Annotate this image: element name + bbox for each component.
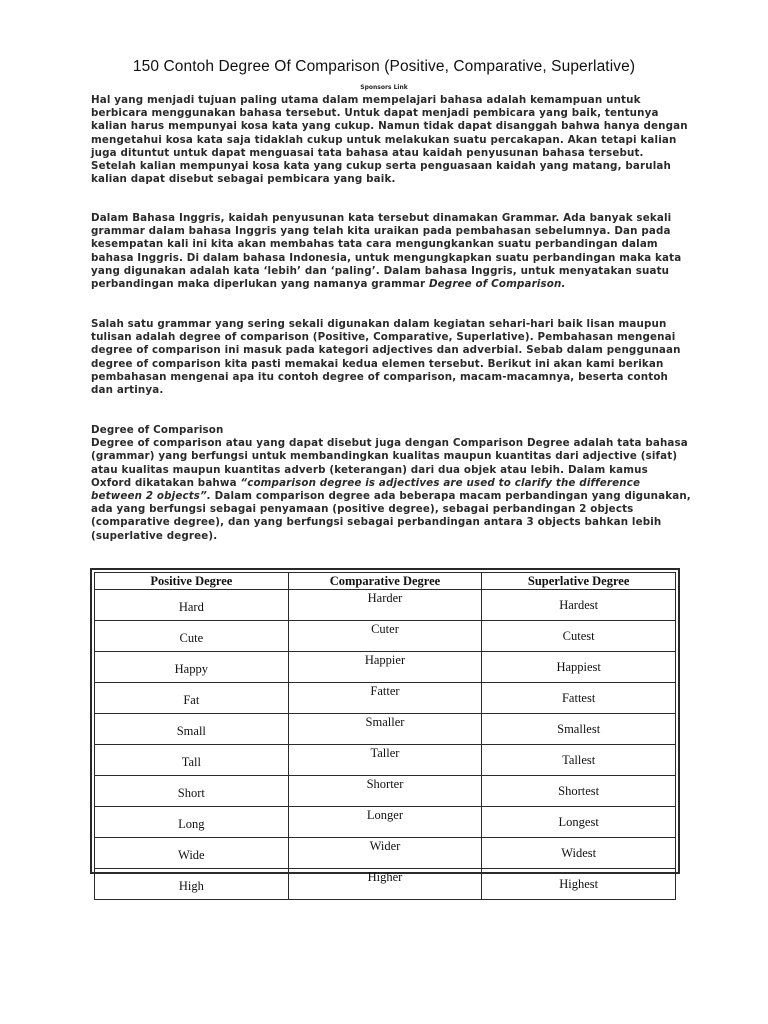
superlative-cell: Shortest — [482, 776, 676, 807]
positive-cell: Wide — [95, 838, 289, 869]
header-positive: Positive Degree — [95, 573, 289, 590]
superlative-cell: Fattest — [482, 683, 676, 714]
paragraph-text: Hal yang menjadi tujuan paling utama dalam mempelajari bahasa adalah kemampuan untuk berbicara menggunakan bahasa tersebut. Untuk dapat menjadi pembicara yang baik, tentunya kalian harus mempunyai kosa kata yang cukup. Namun tidak dapat disanggah bahwa hanya dengan mengetahui kosa kata saja tidaklah cukup untuk melakukan suatu percakapan. Akan tetapi kalian juga dituntut untuk dapat menguasai tata bahasa atau kaidah penyusunan bahasa tersebut. Setelah kalian mempunyai kosa kata yang cukup serta penguasaan kaidah yang matang, barulah kalian dapat disebut sebagai pembicara yang baik. — [91, 94, 688, 186]
comparative-cell: Wider — [288, 838, 482, 869]
table-row — [95, 869, 676, 900]
header-comparative: Comparative Degree — [288, 573, 482, 590]
comparison-table — [94, 572, 676, 900]
paragraph-definition — [91, 424, 691, 543]
comparative-cell: Harder — [288, 590, 482, 621]
sponsors-link[interactable]: Sponsors Link — [360, 84, 408, 91]
oxford-quote: “comparison degree is adjectives are used to clarify the difference between 2 objects”. — [91, 476, 641, 503]
positive-cell: Hard — [95, 590, 289, 621]
comparative-cell: Shorter — [288, 776, 482, 807]
table-row — [95, 652, 676, 683]
header-superlative: Superlative Degree — [482, 573, 676, 590]
table-row — [95, 621, 676, 652]
superlative-cell: Smallest — [482, 714, 676, 745]
section-heading: Degree of Comparison — [91, 424, 224, 436]
paragraph-intro — [91, 94, 691, 186]
superlative-cell: Highest — [482, 869, 676, 900]
paragraph-text: Dalam comparison degree ada beberapa macam perbandingan yang digunakan, ada yang berfungsi sebagai penyamaan (positive degree), sebagai perbandingan 2 objects (comparative degree), dan yang berfungsi sebagai perbandingan antara 3 objects bahkan lebih (superlative degree). — [91, 490, 691, 542]
comparative-cell: Smaller — [288, 714, 482, 745]
positive-cell: Long — [95, 807, 289, 838]
comparison-table-frame — [90, 568, 680, 893]
comparative-cell: Happier — [288, 652, 482, 683]
table-row — [95, 590, 676, 621]
comparative-cell: Longer — [288, 807, 482, 838]
positive-cell: High — [95, 869, 289, 900]
table-row — [95, 776, 676, 807]
paragraph-text: Dalam Bahasa Inggris, kaidah penyusunan kata tersebut dinamakan Grammar. Ada banyak sekali grammar dalam bahasa Inggris yang telah kita uraikan pada pembahasan sebelumnya. Dan pada kesempatan kali ini kita akan membahas tata cara mengungkankan suatu perbandingan dalam bahasa Inggris. Di dalam bahasa Indonesia, untuk mengungkapkan suatu perbandingan maka kata yang digunakan adalah kata ‘lebih’ dan ‘paling’. Dalam bahasa Inggris, untuk menyatakan suatu perbandingan maka diperlukan yang namanya grammar — [91, 212, 682, 291]
table-row — [95, 683, 676, 714]
superlative-cell: Longest — [482, 807, 676, 838]
comparative-cell: Fatter — [288, 683, 482, 714]
positive-cell: Happy — [95, 652, 289, 683]
positive-cell: Small — [95, 714, 289, 745]
table-row — [95, 838, 676, 869]
table-row — [95, 714, 676, 745]
positive-cell: Short — [95, 776, 289, 807]
positive-cell: Tall — [95, 745, 289, 776]
comparative-cell: Taller — [288, 745, 482, 776]
comparative-cell: Cuter — [288, 621, 482, 652]
paragraph-text: Salah satu grammar yang sering sekali digunakan dalam kegiatan sehari-hari baik lisan maupun tulisan adalah degree of comparison (Positive, Comparative, Superlative). Pembahasan mengenai degree of comparison ini masuk pada kategori adjectives dan adverbial. Sebab dalam penggunaan degree of comparison kita pasti memakai kedua elemen tersebut. Berikut ini akan kami berikan pembahasan mengenai apa itu contoh degree of comparison, macam-macamnya, beserta contoh dan artinya. — [91, 318, 681, 397]
superlative-cell: Widest — [482, 838, 676, 869]
table-row — [95, 745, 676, 776]
comparative-cell: Higher — [288, 869, 482, 900]
superlative-cell: Happiest — [482, 652, 676, 683]
positive-cell: Cute — [95, 621, 289, 652]
table-row — [95, 807, 676, 838]
italic-term: Degree of Comparison. — [428, 278, 566, 291]
page-title: 150 Contoh Degree Of Comparison (Positive, Comparative, Superlative) — [132, 58, 636, 75]
superlative-cell: Hardest — [482, 590, 676, 621]
positive-cell: Fat — [95, 683, 289, 714]
table-header-row — [95, 573, 676, 590]
paragraph-text: Degree of comparison atau yang dapat disebut juga dengan Comparison Degree adalah tata bahasa (grammar) yang berfungsi untuk membandingkan kualitas maupun kuantitas dari adjective (sifat) atau kualitas maupun kuantitas adverb (keterangan) dari dua objek atau lebih. Dalam kamus Oxford dikatakan bahwa — [91, 437, 688, 489]
superlative-cell: Tallest — [482, 745, 676, 776]
paragraph-usage — [91, 318, 691, 397]
superlative-cell: Cutest — [482, 621, 676, 652]
paragraph-grammar — [91, 212, 691, 291]
